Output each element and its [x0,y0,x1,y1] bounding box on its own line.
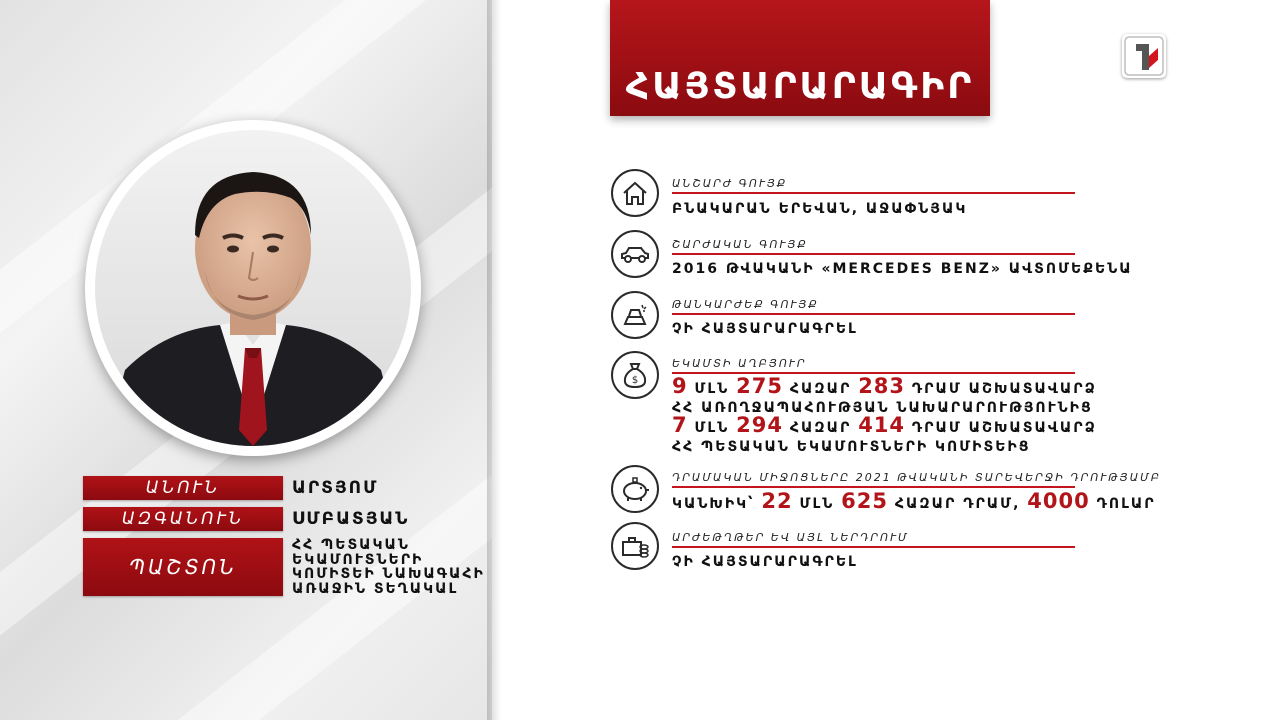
surname-label: ԱԶԳԱՆՈՒՆ [83,507,283,531]
cash-word: ՀԱԶԱՐ ԴՐԱՄ, [894,496,1021,512]
title-banner [610,0,990,116]
panel-shadow [487,0,501,720]
piggy-bank-icon [611,465,659,513]
cash-line [672,489,1156,513]
cash-number: 4000 [1027,489,1090,513]
income-number: 414 [858,413,906,437]
item-value: 2016 ԹՎԱԿԱՆԻ «MERCEDES BENZ» ԱՎՏՈՄԵՔԵՆԱ [672,261,1133,277]
item-category: ԱՆՇԱՐԺ ԳՈՒՅՔ [672,177,788,190]
item-category: ԴՐԱՄԱԿԱՆ ՄԻՋՈՑՆԵՐԸ 2021 ԹՎԱԿԱՆԻ ՏԱՐԵՎԵՐՋԻ ԴՐՈՒԹՅԱՄԲ [672,471,1161,484]
name-value: ԱՐՏՅՈՄ [292,478,379,498]
item-value: ՉԻ ՀԱՅՏԱՐԱՐԱԳՐԵԼ [672,554,858,570]
position-line: ԿՈՄԻՏԵԻ ՆԱԽԱԳԱՀԻ [292,566,485,582]
money-bag-icon [611,351,659,399]
cash-word: ՄԼՆ [799,496,835,512]
divider [672,192,1075,194]
income-number: 275 [736,374,783,398]
income-word: ԴՐԱՄ ԱՇԽԱՏԱՎԱՐՁ [911,420,1097,436]
income-number: 7 [672,413,688,437]
income-source: ՀՀ ԱՌՈՂՋԱՊԱՀՈՒԹՅԱՆ ՆԱԽԱՐԱՐՈՒԹՅՈՒՆԻՑ [672,400,1093,416]
channel-one-icon [1122,34,1166,78]
position-line: ԵԿԱՄՈՒՏՆԵՐԻ [292,551,424,568]
name-label: ԱՆՈՒՆ [83,476,283,500]
gold-bars-icon [611,291,659,339]
item-value: ՉԻ ՀԱՅՏԱՐԱՐԱԳՐԵԼ [672,321,858,337]
income-word: ՄԼՆ [694,381,730,397]
item-category: ԵԿԱՄՏԻ ԱՂԲՅՈՒՐ [672,357,807,370]
income-line-2 [672,413,1097,437]
cash-number: 22 [761,489,793,513]
car-icon [611,230,659,278]
portrait-photo [95,130,411,446]
income-source: ՀՀ ՊԵՏԱԿԱՆ ԵԿԱՄՈՒՏՆԵՐԻ ԿՈՄԻՏԵԻՑ [672,439,1031,455]
position-label: ՊԱՇՏՈՆ [83,538,283,596]
house-icon [611,169,659,217]
cash-prefix: ԿԱՆԽԻԿ՝ [672,496,755,512]
item-category: ԱՐԺԵԹՂԹԵՐ ԵՎ ԱՅԼ ՆԵՐԴՐՈՒՄ [672,531,909,544]
portrait-icon [95,130,411,446]
divider [672,313,1075,315]
income-number: 283 [858,374,906,398]
item-value: ԲՆԱԿԱՐԱՆ ԵՐԵՎԱՆ, ԱՋԱՓՆՅԱԿ [672,201,968,217]
income-word: ՄԼՆ [694,420,730,436]
position-line: ԱՌԱՋԻՆ ՏԵՂԱԿԱԼ [292,580,459,597]
cash-number: 625 [841,489,888,513]
income-word: ՀԱԶԱՐ [789,381,852,397]
income-word: ՀԱԶԱՐ [789,420,852,436]
channel-logo [1122,34,1166,78]
divider [672,486,1075,488]
divider [672,546,1075,548]
cash-word: ԴՈԼԱՐ [1096,496,1156,512]
income-number: 294 [736,413,783,437]
income-word: ԴՐԱՄ ԱՇԽԱՏԱՎԱՐՁ [911,381,1097,397]
svg-text:$: $ [631,375,639,386]
income-number: 9 [672,374,688,398]
item-category: ՇԱՐԺԱԿԱՆ ԳՈՒՅՔ [672,238,808,251]
position-value [292,538,492,596]
position-line: ՀՀ ՊԵՏԱԿԱՆ [292,537,410,553]
income-line-1 [672,374,1097,398]
briefcase-coins-icon [611,522,659,570]
divider [672,253,1075,255]
surname-value: ՍՄԲԱՏՅԱՆ [292,509,410,529]
page-title: ՀԱՅՏԱՐԱՐԱԳԻՐ [625,66,975,107]
item-category: ԹԱՆԿԱՐԺԵՔ ԳՈՒՅՔ [672,298,819,311]
